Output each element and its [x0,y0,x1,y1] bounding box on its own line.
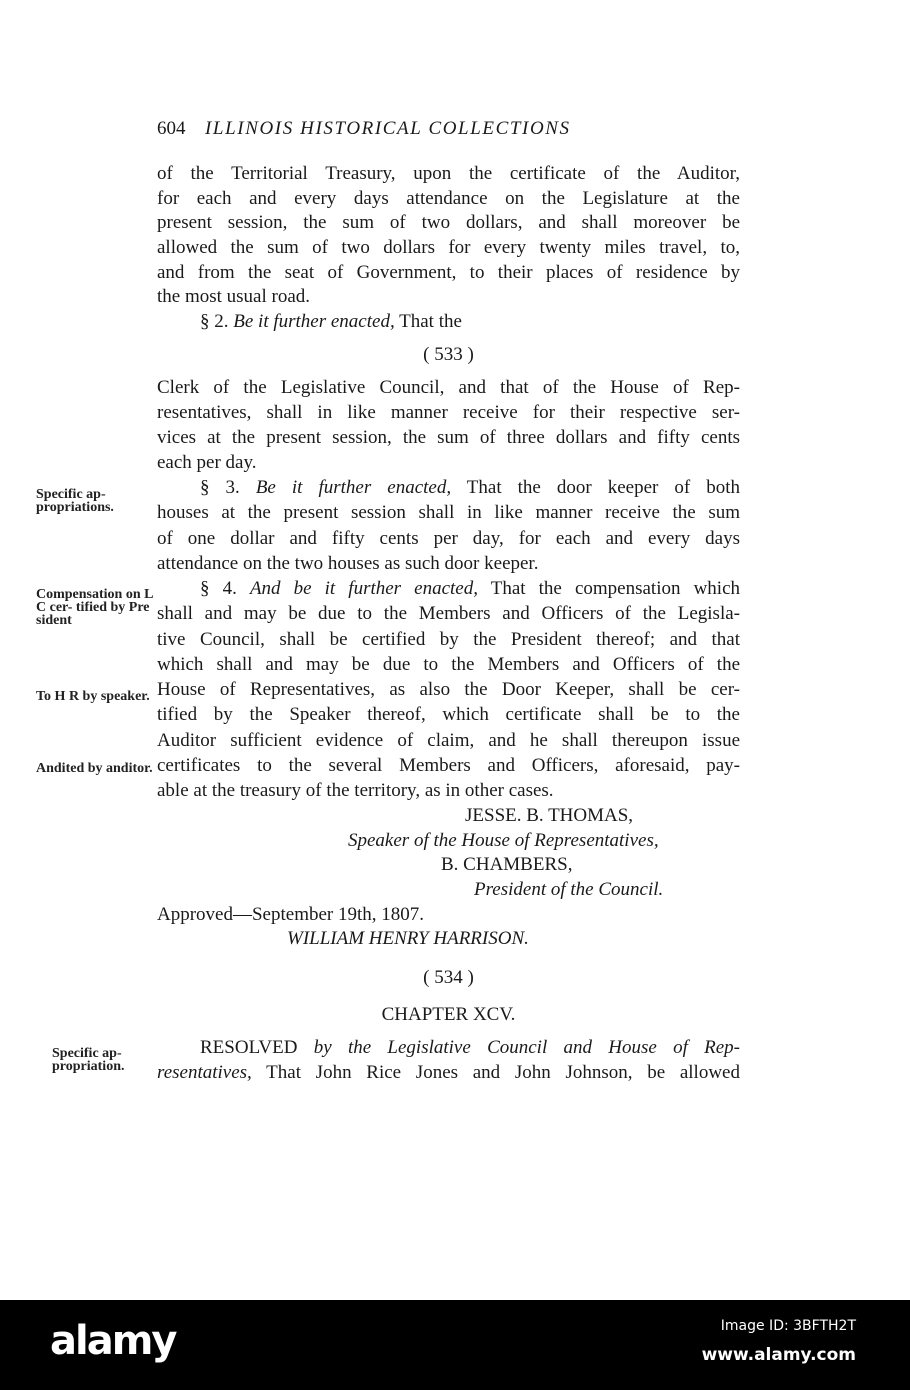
text-run: Clerk of the Legislative Council, and that of the House of Rep- [157,377,740,398]
text-line [287,928,529,950]
text-line [157,704,740,726]
text-line [157,502,740,524]
text-run: present session, the sum of two dollars, and shall moreover be [157,212,740,233]
text-line [157,730,740,752]
margin-note: To H R by speaker. [36,689,150,704]
margin-note: Andited by anditor. [36,761,153,776]
text-line [200,1037,740,1059]
text-line [157,967,740,989]
text-run: Auditor sufficient evidence of claim, and he shall thereupon issue [157,730,740,751]
margin-note: Compensation on L C cer- tified by Pre sident [36,587,153,628]
text-run: ( 533 ) [423,344,474,365]
text-run: ( 534 ) [423,967,474,988]
text-run: able at the treasury of the territory, as in other cases. [157,780,554,801]
text-run: tified by the Speaker thereof, which certificate shall be to the [157,704,740,725]
text-line [157,1062,740,1084]
text-line [157,553,538,575]
watermark-url: www.alamy.com [701,1345,856,1365]
image-id: Image ID: 3BFTH2T [720,1318,856,1334]
text-line [157,286,310,308]
text-line [157,237,740,259]
margin-note: Specific ap- propriation. [52,1046,125,1074]
text-line [157,427,740,449]
italic-text: WILLIAM HENRY HARRISON. [287,928,529,949]
text-line [157,163,740,185]
text-run: resentatives, shall in like manner receive for their respective ser- [157,402,740,423]
text-line [200,477,740,499]
text-run: § 4. [200,578,250,599]
text-line [157,679,740,701]
text-line [348,830,659,852]
text-line [157,528,740,550]
text-line [157,780,554,802]
text-run: CHAPTER XCV. [381,1004,516,1025]
text-run: JESSE. B. THOMAS, [465,805,634,826]
text-line [465,805,633,827]
text-line [441,854,572,876]
text-run: certificates to the several Members and Officers, aforesaid, pay- [157,755,740,776]
text-line [157,188,740,210]
text-run: which shall and may be due to the Members and Officers of the [157,654,740,675]
italic-text: Speaker of the House of Representatives, [348,830,659,851]
text-run: Approved—September 19th, 1807. [157,904,425,925]
text-run: of one dollar and fifty cents per day, for each and every days [157,528,740,549]
text-line [157,377,740,399]
text-run: § 3. [200,477,256,498]
italic-text: by the Legislative Council and House of Rep- [297,1037,740,1058]
text-line [157,755,740,777]
watermark-bar [0,1300,910,1390]
text-run: That the [394,311,462,332]
text-run: vices at the present session, the sum of three dollars and fifty cents [157,427,740,448]
text-run: houses at the present session shall in like manner receive the sum [157,502,740,523]
text-line [157,629,740,651]
text-run: attendance on the two houses as such door keeper. [157,553,539,574]
text-line [474,879,663,901]
text-run: and from the seat of Government, to their places of residence by [157,262,740,283]
text-line [157,603,740,625]
italic-text: And be it further enacted, [249,578,478,599]
text-run: for each and every days attendance on the Legislature at the [157,188,740,209]
text-run: shall and may be due to the Members and Officers of the Legisla- [157,603,740,624]
margin-note: Specific ap- propriations. [36,487,114,515]
text-run: of the Territorial Treasury, upon the certificate of the Auditor, [157,163,740,184]
text-line [157,402,740,424]
text-run: each per day. [157,452,257,473]
text-run: B. CHAMBERS, [441,854,573,875]
text-run: That the compensation which [478,578,740,599]
text-line [157,212,740,234]
text-line [157,344,740,366]
text-run: That the door keeper of both [451,477,740,498]
alamy-logo: alamy [50,1318,176,1364]
italic-text: Be it further enacted, [233,311,395,332]
text-run: tive Council, shall be certified by the President thereof; and that [157,629,740,650]
text-run: § 2. [200,311,234,332]
text-run: House of Representatives, as also the Door Keeper, shall be cer- [157,679,740,700]
text-line [200,578,740,600]
text-line [157,1004,740,1026]
text-run: RESOLVED [200,1037,298,1058]
text-line [200,311,462,333]
italic-text: Be it further enacted, [255,477,452,498]
text-line [157,654,740,676]
running-header: ILLINOIS HISTORICAL COLLECTIONS [205,118,571,139]
page-number: 604 [157,118,186,139]
text-line [157,452,257,474]
text-line [157,904,424,926]
text-run: allowed the sum of two dollars for every twenty miles travel, to, [157,237,740,258]
text-run: That John Rice Jones and John Johnson, be allowed [251,1062,740,1083]
italic-text: President of the Council. [474,879,664,900]
text-run: the most usual road. [157,286,311,307]
italic-text: resentatives, [157,1062,252,1083]
text-line [157,262,740,284]
